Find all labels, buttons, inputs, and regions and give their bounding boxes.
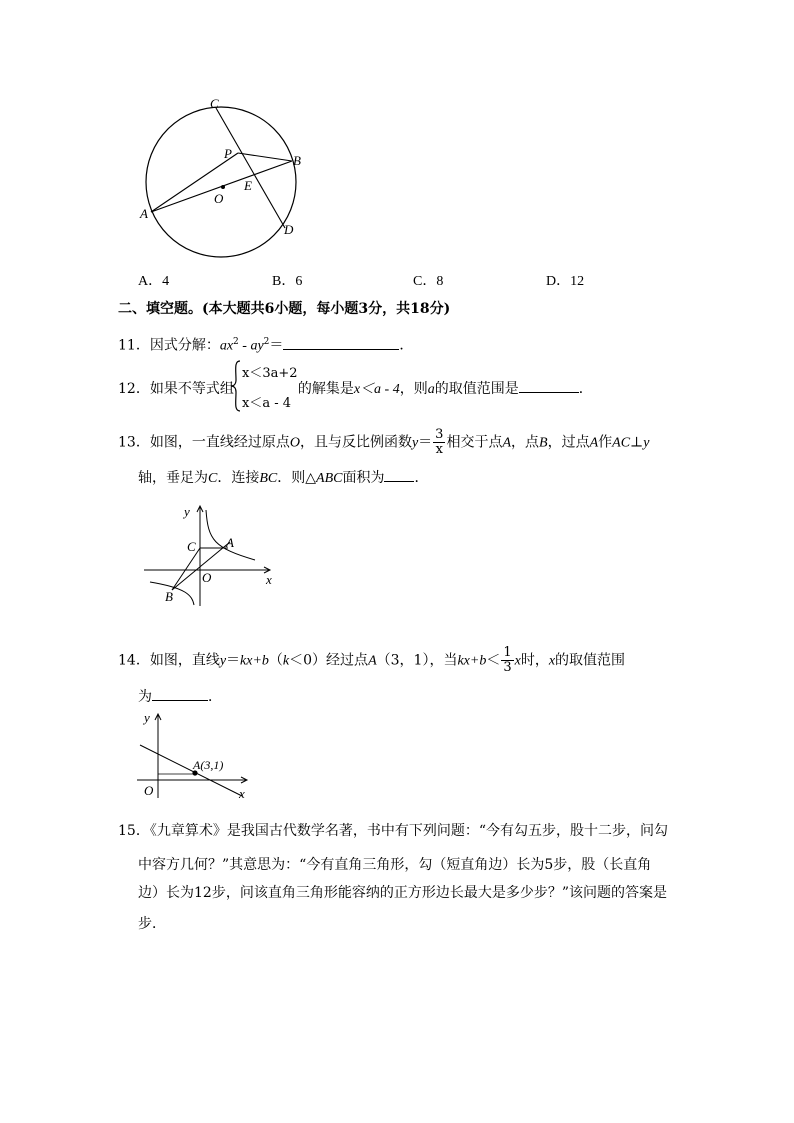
q13-sep2: ，过点 — [547, 434, 590, 451]
question-15-line3 — [138, 883, 667, 903]
q12-answer-blank[interactable] — [519, 378, 579, 393]
q14-figure — [135, 710, 255, 802]
q14-lt: ＜ — [486, 652, 501, 669]
q14-fraction — [501, 646, 513, 675]
label-o: O — [214, 191, 224, 206]
q14-kxb2: kx+b — [457, 653, 487, 669]
q14-klt: ＜0）经过点 — [289, 652, 369, 669]
q14-line2: 为 — [138, 689, 152, 705]
q13-act: 作 — [598, 434, 613, 451]
q12-cond: x＜a - 4 — [353, 382, 400, 397]
q13-yaxis: y — [643, 435, 650, 451]
line-kxb — [140, 745, 242, 796]
q11-text: 因式分解： — [149, 337, 220, 354]
fig13-o: O — [202, 570, 212, 585]
label-a: A — [140, 206, 148, 221]
q14-eq: ＝ — [226, 652, 241, 669]
q11-end: ． — [399, 337, 414, 354]
choice-b[interactable]: B．6 — [272, 274, 303, 289]
question-14-line1 — [118, 646, 625, 675]
fig13-x: x — [266, 572, 272, 587]
q14-y: y — [219, 653, 227, 669]
q11-eq: ＝ — [269, 337, 284, 354]
q14-end: ． — [208, 689, 222, 705]
choice-c[interactable]: C．8 — [413, 274, 444, 289]
q13-text-d: 轴，垂足为 — [138, 470, 208, 486]
chord-cd — [216, 108, 285, 228]
segment-pa — [151, 153, 238, 212]
q14-frac-num: 1 — [503, 645, 512, 660]
q13-text-b: ，且与反比例函数 — [299, 434, 412, 451]
label-b: B — [293, 153, 301, 168]
label-d: D — [284, 222, 294, 237]
q12-row1: x＜3a+2 — [242, 366, 298, 381]
fig14-a: A(3,1) — [193, 758, 224, 772]
circle-figure — [130, 95, 320, 265]
question-13-line2 — [138, 467, 428, 489]
fig13-b: B — [165, 589, 173, 604]
q12-end: ． — [578, 381, 593, 397]
q12-number: 12． — [118, 381, 150, 397]
q13-ac: AC — [612, 435, 631, 451]
q14-point: （3，1），当 — [376, 652, 458, 669]
section-heading: 二、填空题。(本大题共6小题，每小题3分，共18分) — [118, 301, 451, 317]
q13-fraction — [433, 428, 445, 457]
fig14-y: y — [144, 710, 150, 725]
q13-frac-num: 3 — [435, 427, 444, 442]
label-c: C — [210, 96, 219, 111]
q14-when: 时， — [520, 652, 549, 669]
q15-line3: 边）长为12步，问该直角三角形能容纳的正方形边长最大是多少步？”该问题的答案是 — [138, 885, 667, 901]
q13-text-e: ．连接 — [217, 470, 260, 486]
center-dot — [221, 185, 225, 189]
q13-y: y — [411, 435, 419, 451]
choice-d[interactable]: D．12 — [546, 274, 585, 289]
left-brace-icon — [230, 360, 242, 412]
q15-number: 15． — [118, 823, 150, 839]
q11-exp1: 2 — [233, 337, 239, 347]
line-ab — [172, 542, 230, 590]
q13-a2: A — [589, 435, 599, 451]
q13-frac-den: x — [435, 442, 443, 457]
q13-a: A — [502, 435, 512, 451]
q14-tail: 的取值范围 — [555, 652, 626, 669]
q13-end: ． — [414, 470, 429, 486]
q13-bc: BC — [259, 471, 278, 486]
q11-expr-a: ax — [219, 338, 234, 354]
q14-x2: x — [548, 653, 556, 669]
q14-answer-blank[interactable] — [152, 686, 208, 701]
q12-pre: 如果不等式组 — [149, 381, 234, 397]
q13-text-c: 相交于点 — [446, 434, 503, 451]
q13-text-g: 面积为 — [342, 470, 385, 486]
fig13-a: A — [226, 535, 234, 550]
q14-number: 14． — [118, 652, 150, 669]
fig13-c: C — [187, 539, 196, 554]
label-p: P — [224, 146, 232, 161]
q14-frac-den: 3 — [503, 660, 512, 675]
choice-a[interactable]: A．4 — [138, 274, 170, 289]
fig14-x: x — [239, 786, 245, 801]
q13-figure — [140, 500, 280, 610]
q15-line1: 《九章算术》是我国古代数学名著，书中有下列问题：“今有勾五步，股十二步，问勾 — [149, 823, 668, 839]
circle — [146, 107, 296, 257]
q11-answer-blank[interactable] — [283, 335, 399, 350]
q14-kxb: kx+b — [240, 653, 269, 669]
question-15-line2 — [138, 855, 651, 875]
q11-number: 11． — [118, 337, 150, 354]
q15-line2: 中容方几何？”其意思为：“今有直角三角形，勾（短直角边）长为5步，股（长直角 — [138, 857, 652, 873]
question-12 — [118, 378, 593, 400]
q13-number: 13． — [118, 434, 150, 451]
q12-mid: 的解集是 — [297, 381, 354, 397]
q13-eq: ＝ — [418, 434, 433, 451]
q14-k: k — [282, 653, 290, 669]
fig14-o: O — [144, 783, 154, 798]
q13-b: B — [539, 435, 548, 451]
q13-perp: ⊥ — [630, 434, 644, 451]
q15-line4: 步． — [138, 916, 166, 932]
q13-answer-blank[interactable] — [384, 467, 414, 482]
q14-paren: （ — [268, 652, 283, 669]
q13-o: O — [289, 435, 300, 451]
fig13-y: y — [184, 504, 190, 519]
q12-post2: 的取值范围是 — [434, 381, 519, 397]
q12-post: ，则 — [399, 381, 428, 397]
q14-a: A — [368, 653, 377, 669]
question-14-line2 — [138, 686, 222, 707]
question-15-line1 — [118, 821, 668, 841]
q12-row2: x＜a - 4 — [242, 396, 292, 411]
question-11 — [118, 332, 413, 357]
q13-abc: ABC — [316, 471, 343, 486]
q12-var: a — [427, 382, 435, 397]
q13-text-f: ．则△ — [277, 470, 317, 486]
q13-text-a: 如图，一直线经过原点 — [149, 434, 290, 451]
q11-exp2: 2 — [263, 337, 270, 347]
q13-c: C — [208, 471, 218, 486]
question-15-line4 — [138, 914, 166, 934]
q13-sep1: ，点 — [511, 434, 540, 451]
q14-x: x — [514, 653, 521, 669]
q11-minus: - ay — [238, 338, 264, 354]
q14-text-a: 如图，直线 — [149, 652, 220, 669]
label-e: E — [244, 178, 252, 193]
question-13-line1 — [118, 428, 649, 457]
segment-bc — [172, 548, 200, 590]
